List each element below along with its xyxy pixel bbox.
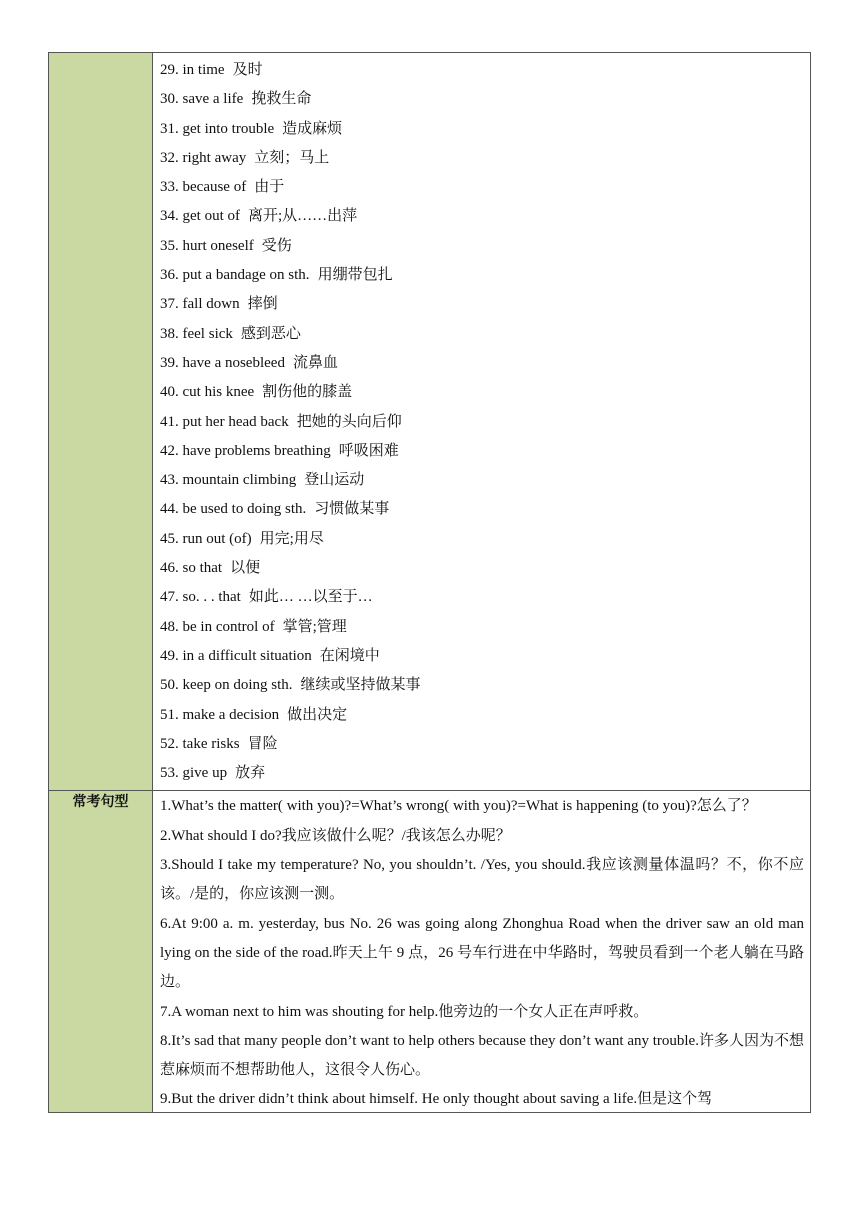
phrase-cn: 继续或坚持做某事	[300, 677, 421, 694]
phrase-item	[160, 56, 810, 85]
phrase-cn: 离开;从……出萍	[248, 208, 358, 225]
sentence-item: 2.What should I do?我应该做什么呢？/我该怎么办呢？	[160, 827, 511, 844]
sentences-label-cell	[49, 791, 153, 1113]
phrase-en: 34. get out of	[160, 208, 240, 225]
phrase-cn: 摔倒	[247, 296, 278, 313]
phrase-en: 33. because of	[160, 179, 247, 196]
phrase-en: 53. give up	[160, 765, 228, 782]
phrase-en: 45. run out (of)	[160, 530, 252, 547]
phrase-en: 44. be used to doing sth.	[160, 501, 307, 518]
phrase-cn: 呼吸困难	[338, 442, 399, 459]
phrase-item	[160, 554, 810, 583]
phrase-en: 36. put a bandage on sth.	[160, 267, 310, 284]
phrase-en: 46. so that	[160, 560, 223, 577]
phrase-cn: 用完;用尽	[259, 530, 324, 547]
phrase-en: 40. cut his knee	[160, 384, 255, 401]
phrase-item	[160, 261, 810, 290]
phrase-en: 47. so. . . that	[160, 589, 241, 606]
phrase-item	[160, 759, 810, 788]
phrase-item	[160, 642, 810, 671]
phrase-en: 50. keep on doing sth.	[160, 677, 293, 694]
phrase-cn: 习惯做某事	[314, 501, 390, 518]
phrase-cn: 由于	[254, 179, 285, 196]
phrases-label-cell	[49, 53, 153, 791]
phrase-en: 32. right away	[160, 149, 247, 166]
phrase-item	[160, 408, 810, 437]
phrase-en: 42. have problems breathing	[160, 442, 331, 459]
phrase-cn: 割伤他的膝盖	[262, 384, 353, 401]
sentence-item: 1.What’s the matter( with you)?=What’s wrong( with you)?=What is happening (to you)?怎么了？	[160, 798, 757, 815]
sentence-item: 9.But the driver didn’t think about himself. He only thought about saving a life.但是这个驾	[160, 1091, 713, 1108]
phrase-cn: 受伤	[261, 237, 292, 254]
sentences-label: 常考句型	[72, 794, 129, 811]
sentence-item: 8.It’s sad that many people don’t want to help others because they don’t want any trouble.许多人因为不想惹麻烦而不想帮助他人，这很令人伤心。	[160, 1032, 804, 1079]
phrase-en: 48. be in control of	[160, 618, 275, 635]
phrase-cn: 流鼻血	[292, 354, 338, 371]
phrase-item	[160, 378, 810, 407]
sentence-list	[153, 791, 810, 1112]
phrase-item	[160, 290, 810, 319]
phrase-cn: 感到恶心	[240, 325, 301, 342]
phrase-en: 52. take risks	[160, 735, 240, 752]
phrase-cn: 及时	[232, 62, 263, 78]
phrase-en: 51. make a decision	[160, 706, 280, 723]
sentences-content-cell	[153, 791, 811, 1113]
phrase-item	[160, 144, 810, 173]
phrase-en: 37. fall down	[160, 296, 240, 313]
sentence-item: 6.At 9:00 a. m. yesterday, bus No. 26 was going along Zhonghua Road when the driver saw an old man lying on the side of the road.昨天上午 9 点，26 号车行进在中华路时，驾驶员看到一个老人躺在马路边。	[160, 915, 804, 991]
phrase-cn: 放弃	[235, 765, 266, 782]
phrase-cn: 在闲境中	[319, 647, 380, 664]
phrase-en: 41. put her head back	[160, 413, 289, 430]
phrase-cn: 冒险	[247, 735, 278, 752]
phrase-item	[160, 202, 810, 231]
phrase-en: 35. hurt oneself	[160, 237, 254, 254]
phrase-item	[160, 495, 810, 524]
phrase-cn: 造成麻烦	[282, 120, 343, 137]
phrase-cn: 登山运动	[304, 472, 365, 489]
phrase-item	[160, 320, 810, 349]
phrase-item	[160, 232, 810, 261]
phrase-item	[160, 85, 810, 114]
sentence-item: 3.Should I take my temperature? No, you shouldn’t. /Yes, you should.我应该测量体温吗？不，你不应该。/是的，你应该测一测。	[160, 857, 804, 903]
phrase-item	[160, 671, 810, 700]
phrase-cn: 掌管;管理	[282, 618, 347, 635]
phrase-en: 30. save a life	[160, 91, 244, 108]
phrase-cn: 如此… …以至于…	[248, 589, 373, 606]
phrase-cn: 把她的头向后仰	[296, 413, 402, 430]
phrase-cn: 立刻；马上	[254, 149, 330, 166]
phrases-row	[49, 53, 811, 791]
phrase-item	[160, 525, 810, 554]
phrase-item	[160, 349, 810, 378]
phrase-item	[160, 173, 810, 202]
phrase-item	[160, 730, 810, 759]
phrase-en: 43. mountain climbing	[160, 472, 297, 489]
phrase-item	[160, 701, 810, 730]
vocabulary-table	[48, 52, 811, 1113]
phrase-item	[160, 466, 810, 495]
phrase-list	[153, 53, 810, 790]
phrase-cn: 用绷带包扎	[317, 267, 393, 284]
phrase-item	[160, 583, 810, 612]
phrase-en: 29. in time	[160, 62, 225, 78]
phrase-cn: 做出决定	[287, 706, 348, 723]
sentence-item: 7.A woman next to him was shouting for help.他旁边的一个女人正在声呼救。	[160, 1003, 649, 1020]
phrase-en: 31. get into trouble	[160, 120, 275, 137]
sentences-row	[49, 791, 811, 1113]
phrase-cn: 以便	[230, 560, 261, 577]
phrase-en: 49. in a difficult situation	[160, 647, 312, 664]
phrases-content-cell	[153, 53, 811, 791]
phrase-cn: 挽救生命	[251, 91, 312, 108]
phrase-item	[160, 437, 810, 466]
phrase-en: 39. have a nosebleed	[160, 354, 285, 371]
phrase-item	[160, 613, 810, 642]
phrase-item	[160, 115, 810, 144]
phrase-en: 38. feel sick	[160, 325, 233, 342]
